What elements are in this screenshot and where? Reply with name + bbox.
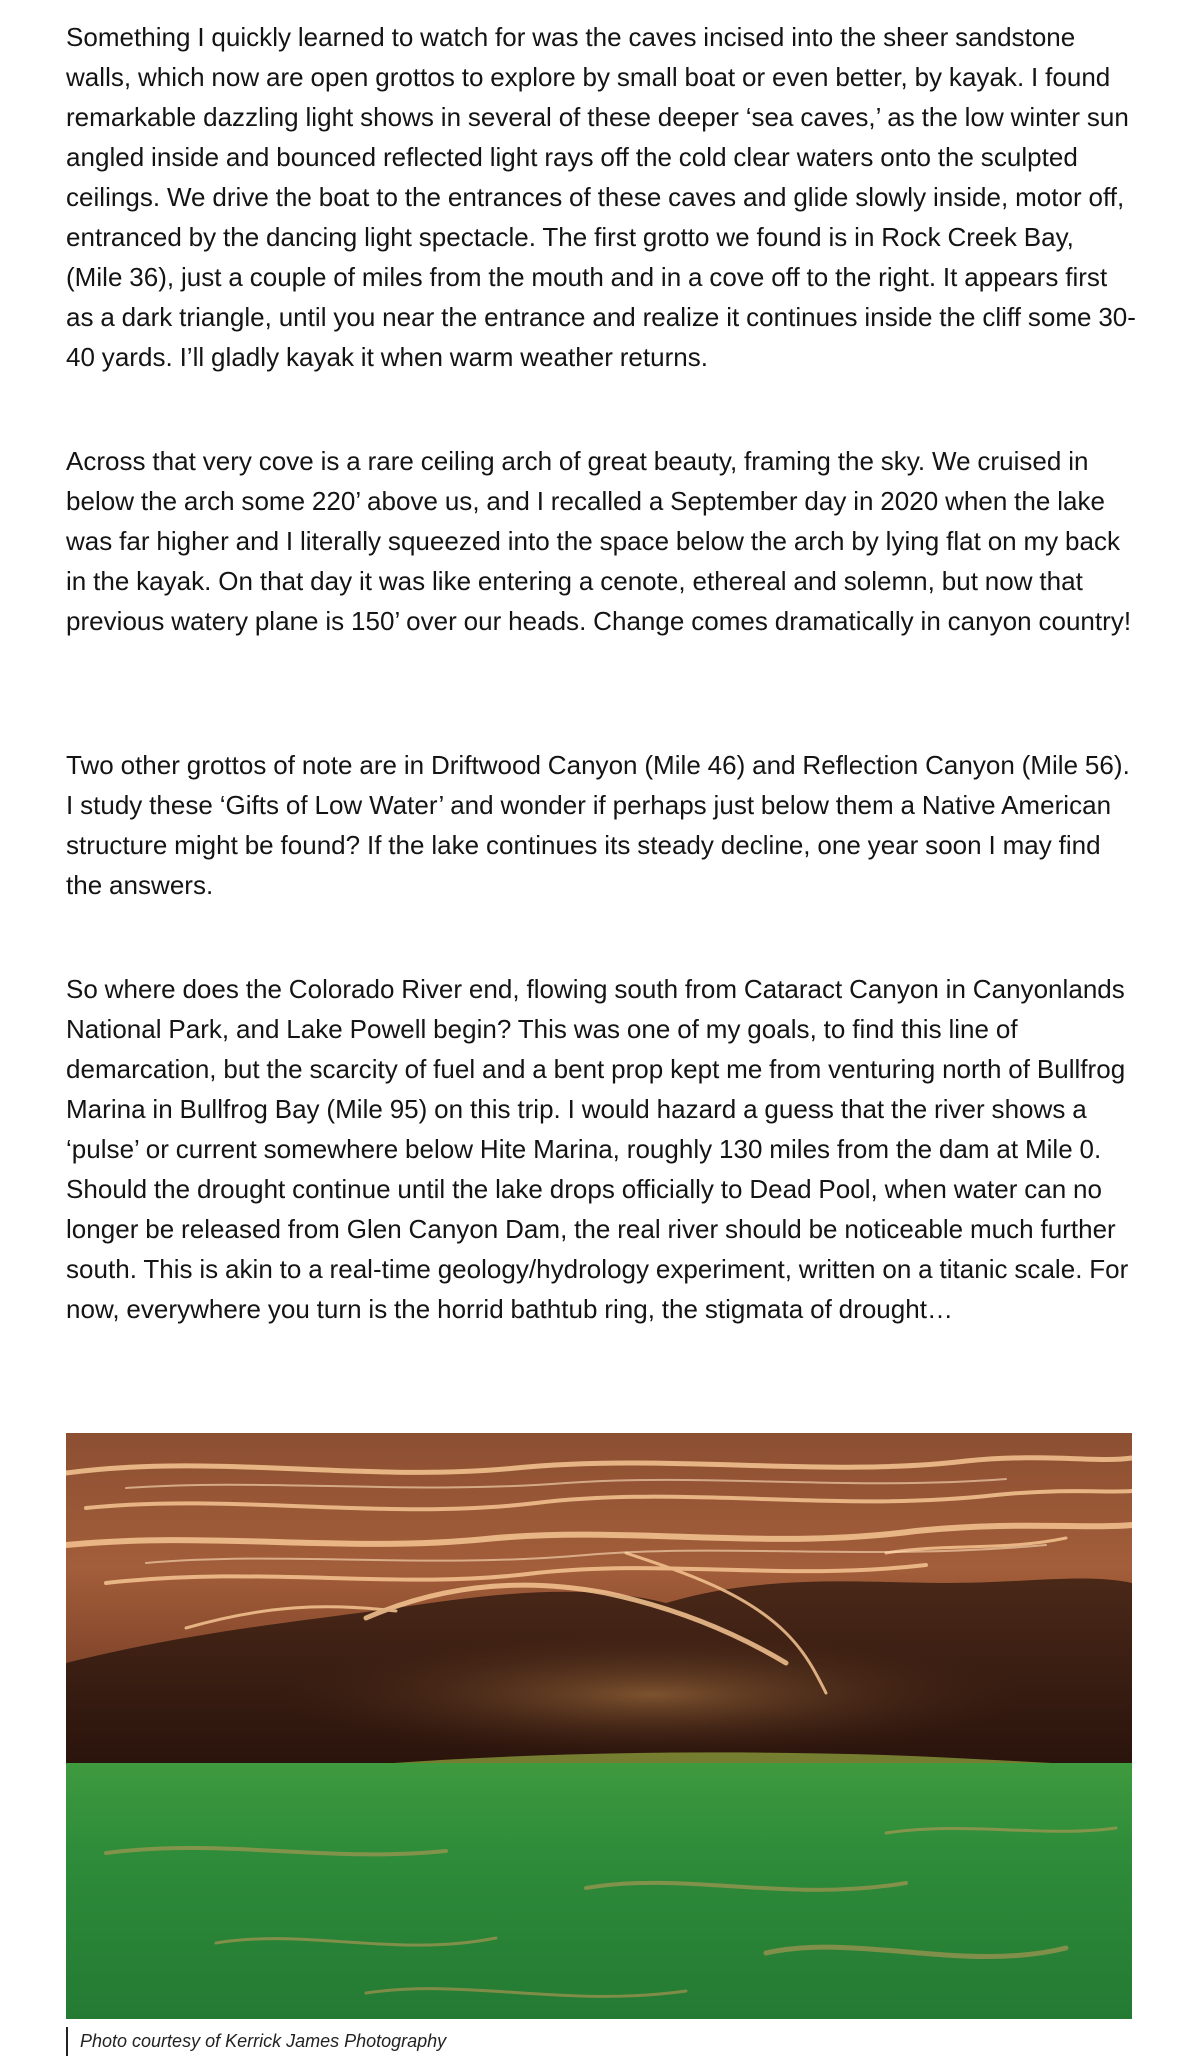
paragraph-sea-caves: Something I quickly learned to watch for was the caves incised into the sheer sandstone walls, which now are open grottos to explore by small boat or even better, by kayak. I found remarkable dazzling light shows in several of these deeper ‘sea caves,’ as the low winter sun angled inside and bounced reflected light rays off the cold clear waters onto the sculpted ceilings. We drive the boat to the entrances of these caves and glide slowly inside, motor off, entranced by the dancing light spectacle. The first grotto we found is in Rock Creek Bay, (Mile 36), just a couple of miles from the mouth and in a cove off to the right. It appears first as a dark triangle, until you near the entrance and realize it continues inside the cliff some 30-40 yards. I’ll gladly kayak it when warm weather returns. xyxy=(66,22,1136,372)
sea-cave-illustration xyxy=(66,1433,1132,2019)
paragraph-river-end: So where does the Colorado River end, flowing south from Cataract Canyon in Canyonlands National Park, and Lake Powell begin? This was one of my goals, to find this line of demarcation, but the scarcity of fuel and a bent prop kept me from venturing north of Bullfrog Marina in Bullfrog Bay (Mile 95) on this trip. I would hazard a guess that the river shows a ‘pulse’ or current somewhere below Hite Marina, roughly 130 miles from the dam at Mile 0. Should the drought continue until the lake drops officially to Dead Pool, when water can no longer be released from Glen Canyon Dam, the real river should be noticeable much further south. This is akin to a real-time geology/hydrology experiment, written on a titanic scale. For now, everywhere you turn is the horrid bathtub ring, the stigmata of drought… xyxy=(66,974,1129,1324)
paragraph-other-grottos: Two other grottos of note are in Driftwood Canyon (Mile 46) and Reflection Canyon (Mile 56). I study these ‘Gifts of Low Water’ and wonder if perhaps just below them a Native American structure might be found? If the lake continues its steady decline, one year soon I may find the answers. xyxy=(66,750,1130,900)
sea-cave-photo xyxy=(66,1433,1132,2019)
paragraph-ceiling-arch: Across that very cove is a rare ceiling arch of great beauty, framing the sky. We cruised in below the arch some 220’ above us, and I recalled a September day in 2020 when the lake was far higher and I literally squeezed into the space below the arch by lying flat on my back in the kayak. On that day it was like entering a cenote, ethereal and solemn, but now that previous watery plane is 150’ over our heads. Change comes dramatically in canyon country! xyxy=(66,446,1132,636)
photo-caption: Photo courtesy of Kerrick James Photography xyxy=(66,2027,446,2056)
